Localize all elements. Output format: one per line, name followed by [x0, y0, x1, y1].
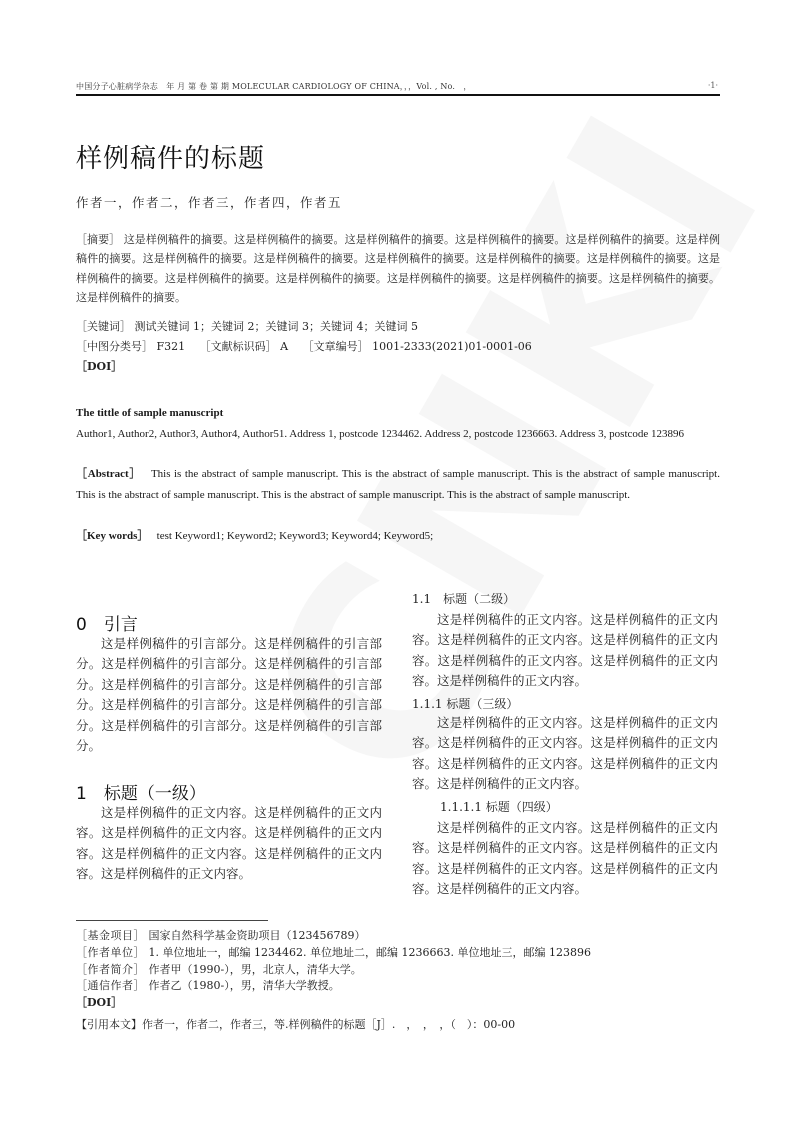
doi-cn: ［DOI］ — [76, 360, 123, 373]
affiliation-text: 1. 单位地址一，邮编 1234462. 单位地址二，邮编 1236663. 单位地址三，邮编 123896 — [148, 946, 591, 959]
affiliation-label: ［作者单位］ — [76, 946, 145, 959]
footnote-fund — [76, 927, 366, 943]
section-heading-1-1-1-1: 1.1.1.1 标题（四级） — [440, 800, 558, 814]
footnote-corresponding — [76, 977, 340, 993]
section-heading-1: 1 标题（一级） — [76, 784, 206, 804]
abstract-cn-text: 这是样例稿件的摘要。这是样例稿件的摘要。这是样例稿件的摘要。这是样例稿件的摘要。这是样例稿件的摘要。这是样例稿件的摘要。这是样例稿件的摘要。这是样例稿件的摘要。这是样例稿件的摘要。这是样例稿件的摘要。这是样例稿件的摘要。这是样例稿件的摘要。这是样例稿件的摘要。这是样例稿件的摘要。这是样例稿件的摘要。这是样例稿件的摘要。这是样例稿件的摘要。这是样例稿件的摘要。 — [76, 233, 721, 304]
citation-label: 【引用本文】 — [76, 1018, 142, 1031]
section-heading-1-1-1: 1.1.1 标题（三级） — [412, 697, 519, 711]
english-title: The tittle of sample manuscript — [76, 407, 224, 419]
english-authors: Author1, Author2, Author3, Author4, Author51. Address 1, postcode 1234462. Address 2, postcode 1236663. Address 3, postcode 123896 — [76, 428, 685, 440]
footnote-rule — [76, 920, 268, 921]
class-number-label: ［中图分类号］ — [76, 340, 153, 353]
abstract-cn-label: ［摘要］ — [76, 233, 121, 246]
citation-line — [76, 1016, 515, 1032]
keywords-cn — [76, 317, 720, 336]
corresponding-label: ［通信作者］ — [76, 979, 145, 992]
doc-code-value: A — [280, 340, 289, 353]
english-keywords-text: test Keyword1; Keyword2; Keyword3; Keyword4; Keyword5; — [156, 530, 434, 542]
fund-text: 国家自然科学基金资助项目（123456789） — [148, 929, 366, 942]
header-rule — [76, 94, 720, 96]
author-bio-text: 作者甲（1990-），男，北京人，清华大学。 — [148, 963, 362, 976]
article-number-label: ［文章编号］ — [302, 340, 369, 353]
class-number-value: F321 — [156, 340, 186, 353]
running-header: 中国分子心脏病学杂志 年 月 第 卷 第 期 MOLECULAR CARDIOLOGY OF CHINA，，，Vol. , No. ， — [76, 82, 472, 91]
intro-paragraph: 这是样例稿件的引言部分。这是样例稿件的引言部分。这是样例稿件的引言部分。这是样例稿件的引言部分。这是样例稿件的引言部分。这是样例稿件的引言部分。这是样例稿件的引言部分。这是样例稿件的引言部分。这是样例稿件的引言部分。这是样例稿件的引言部分。 — [76, 636, 382, 754]
english-keywords-label: ［Key words］ — [76, 530, 143, 542]
english-abstract — [76, 464, 720, 506]
page-number: ·1· — [707, 81, 718, 90]
author-list: 作者一，作者二，作者三，作者四，作者五 — [76, 195, 343, 210]
section-1-1-1-1-paragraph: 这是样例稿件的正文内容。这是样例稿件的正文内容。这是样例稿件的正文内容。这是样例稿件的正文内容。这是样例稿件的正文内容。这是样例稿件的正文内容。这是样例稿件的正文内容。 — [412, 820, 718, 897]
fund-label: ［基金项目］ — [76, 929, 145, 942]
doc-code-label: ［文献标识码］ — [199, 340, 277, 353]
classification-line — [76, 337, 720, 356]
author-bio-label: ［作者简介］ — [76, 963, 145, 976]
abstract-cn — [76, 230, 720, 307]
citation-text: 作者一，作者二，作者三，等.样例稿件的标题［J］. ， ， ，（ ）：00-00 — [142, 1018, 516, 1031]
keywords-cn-label: ［关键词］ — [76, 320, 131, 333]
paper-title: 样例稿件的标题 — [76, 144, 266, 174]
english-keywords — [76, 526, 720, 547]
footnote-affiliation — [76, 944, 591, 960]
section-1-paragraph: 这是样例稿件的正文内容。这是样例稿件的正文内容。这是样例稿件的正文内容。这是样例稿件的正文内容。这是样例稿件的正文内容。这是样例稿件的正文内容。这是样例稿件的正文内容。 — [76, 805, 382, 882]
section-heading-intro: 0 引言 — [76, 615, 138, 635]
article-number-value: 1001-2333(2021)01-0001-06 — [372, 340, 532, 353]
corresponding-text: 作者乙（1980-），男，清华大学教授。 — [148, 979, 340, 992]
keywords-cn-text: 测试关键词 1；关键词 2；关键词 3；关键词 4；关键词 5 — [134, 320, 418, 333]
english-abstract-label: ［Abstract］ — [76, 468, 136, 480]
section-heading-1-1: 1.1 标题（二级） — [412, 592, 516, 606]
section-1-1-1-paragraph: 这是样例稿件的正文内容。这是样例稿件的正文内容。这是样例稿件的正文内容。这是样例稿件的正文内容。这是样例稿件的正文内容。这是样例稿件的正文内容。这是样例稿件的正文内容。 — [412, 715, 718, 792]
footnote-doi: ［DOI］ — [76, 996, 123, 1009]
footnote-author-bio — [76, 961, 362, 977]
english-abstract-text: This is the abstract of sample manuscript. This is the abstract of sample manuscript. This is the abstract of sample manuscript. This is the abstract of sample manuscript. This is the abstract of sample manuscript. This is the abstract of sample manuscript. — [76, 468, 720, 501]
section-1-1-paragraph: 这是样例稿件的正文内容。这是样例稿件的正文内容。这是样例稿件的正文内容。这是样例稿件的正文内容。这是样例稿件的正文内容。这是样例稿件的正文内容。这是样例稿件的正文内容。 — [412, 612, 718, 689]
